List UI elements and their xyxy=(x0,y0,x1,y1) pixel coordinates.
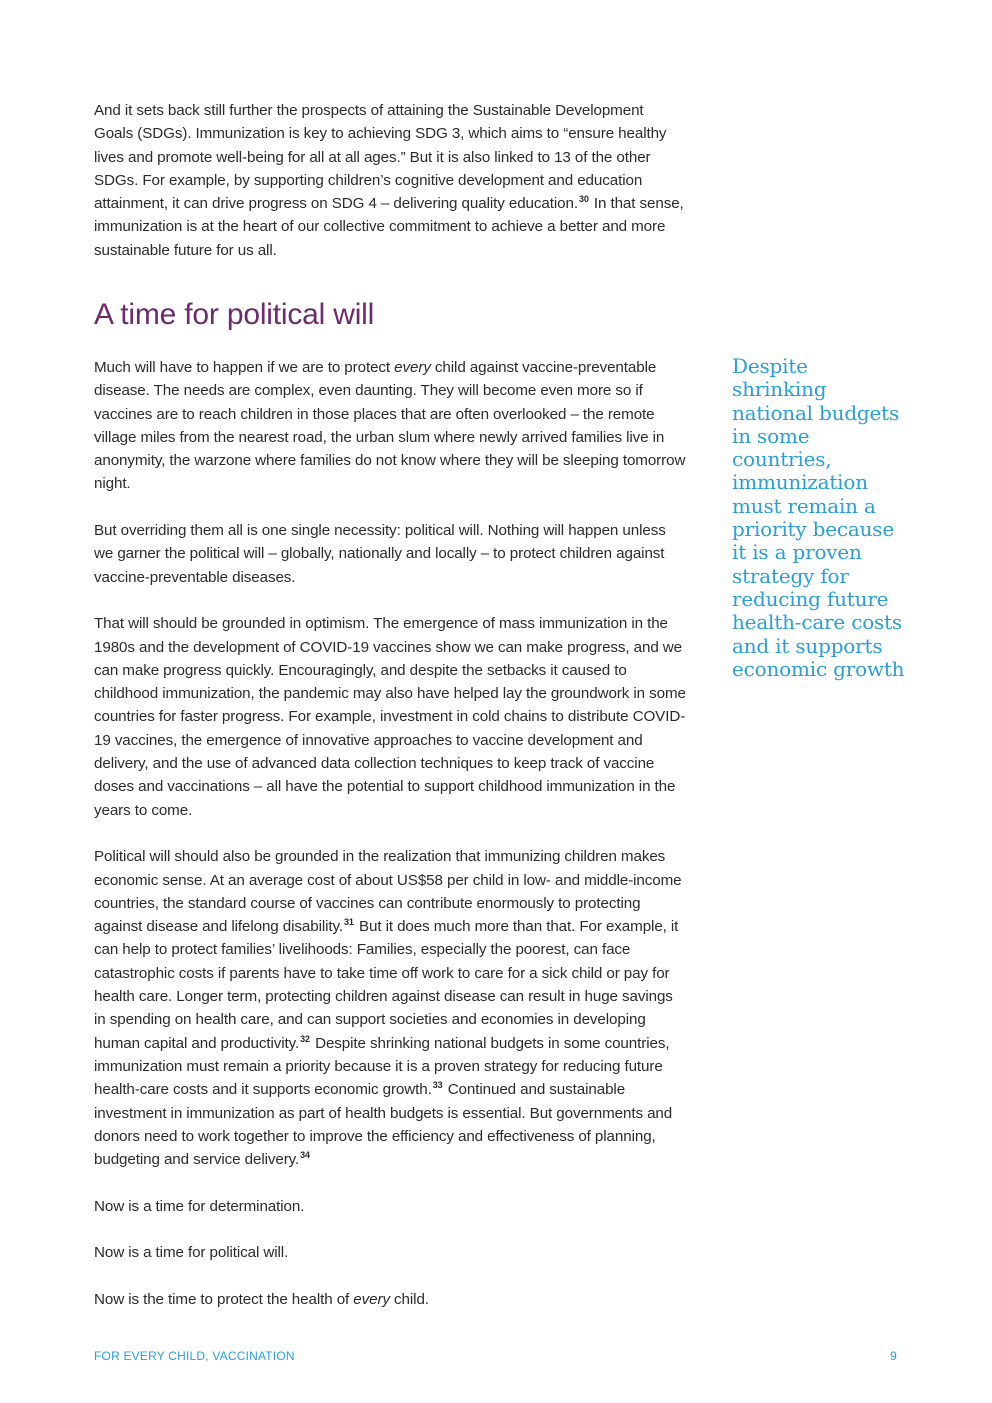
footer-publication-title: FOR EVERY CHILD, VACCINATION xyxy=(94,1349,295,1363)
section-heading: A time for political will xyxy=(94,298,375,331)
footnote-marker-31: 31 xyxy=(344,917,354,928)
intro-section xyxy=(94,99,686,262)
page-number: 9 xyxy=(890,1349,897,1363)
paragraph-4-seg-4: Continued and sustainable investment in immunization as part of health budgets is essential. But governments and donors need to work together to improve the efficiency and effectiveness of planning, budgeting and service delivery. xyxy=(94,1081,673,1169)
body-column xyxy=(94,356,686,1311)
paragraph-1 xyxy=(94,356,686,496)
paragraph-4 xyxy=(94,845,686,1171)
paragraph-1-text-start: Much will have to happen if we are to protect xyxy=(94,359,395,376)
footnote-marker-30: 30 xyxy=(578,194,589,205)
pull-quote: Despite shrinking national budgets in some countries, immunization must remain a priority because it is a proven strategy for reducing future health-care costs and it supports economic growth xyxy=(732,354,905,681)
footnote-marker-33: 33 xyxy=(432,1080,443,1091)
emphasis-every: every xyxy=(394,359,431,376)
paragraph-4-seg-3: Despite shrinking national budgets in some countries, immunization must remain a priority because it is a proven strategy for reducing future health-care costs and it supports economic growth. xyxy=(94,1034,670,1099)
paragraph-2: But overriding them all is one single necessity: political will. Nothing will happen unless we garner the political will – globally, nationally and locally – to protect children against vaccine-preventable diseases. xyxy=(94,522,666,586)
intro-text: And it sets back still further the prospects of attaining the Sustainable Development Goals (SDGs). Immunization is key to achieving SDG 3, which aims to “ensure healthy lives and promote well-being for all at all ages.” But it is also linked to 13 of the other SDGs. For example, by supporting children’s cognitive development and education attainment, it can drive progress on SDG 4 – delivering quality education. xyxy=(94,102,667,213)
intro-text-end: In that sense, immunization is at the heart of our collective commitment to achieve a better and more sustainable future for us all. xyxy=(94,195,684,259)
paragraph-5: Now is a time for determination. xyxy=(94,1197,305,1215)
paragraph-7 xyxy=(94,1288,686,1311)
paragraph-7-text-start: Now is the time to protect the health of xyxy=(94,1290,354,1308)
intro-paragraph xyxy=(94,99,686,262)
paragraph-1-text-end: child against vaccine-preventable disease. The needs are complex, even daunting. They will become even more so if vaccines are to reach children in those places that are often overlooked – the remote village miles from the nearest road, the urban slum where newly arrived families live in anonymity, the warzone where families do not know where they will be sleeping tomorrow night. xyxy=(94,359,686,493)
footnote-marker-34: 34 xyxy=(300,1150,310,1161)
paragraph-4-seg-2: But it does much more than that. For example, it can help to protect families’ livelihoods: Families, especially the poorest, can face catastrophic costs if parents have to take time off work to care for a sick child or pay for health care. Longer term, protecting children against disease can result in huge savings in spending on health care, and can support societies and economies in developing human capital and productivity. xyxy=(94,918,679,1052)
footnote-marker-32: 32 xyxy=(300,1033,310,1044)
paragraph-7-text-end: child. xyxy=(389,1290,429,1308)
paragraph-3: That will should be grounded in optimism. The emergence of mass immunization in the 1980s and the development of COVID-19 vaccines show we can make progress, and we can make progress quickly. Encouragingly, and despite the setbacks it caused to childhood immunization, the pandemic may also have helped lay the groundwork in some countries for faster progress. For example, investment in cold chains to distribute COVID-19 vaccines, the emergence of innovative approaches to vaccine development and delivery, and the use of advanced data collection techniques to keep track of vaccine doses and vaccinations – all have the potential to support childhood immunization in the years to come. xyxy=(94,615,686,819)
paragraph-4-seg-1: Political will should also be grounded in the realization that immunizing children makes economic sense. At an average cost of about US$58 per child in low- and middle-income countries, the standard course of vaccines can contribute enormously to protecting against disease and lifelong disability. xyxy=(94,848,682,936)
paragraph-6: Now is a time for political will. xyxy=(94,1244,289,1262)
emphasis-every-2: every xyxy=(353,1290,390,1308)
